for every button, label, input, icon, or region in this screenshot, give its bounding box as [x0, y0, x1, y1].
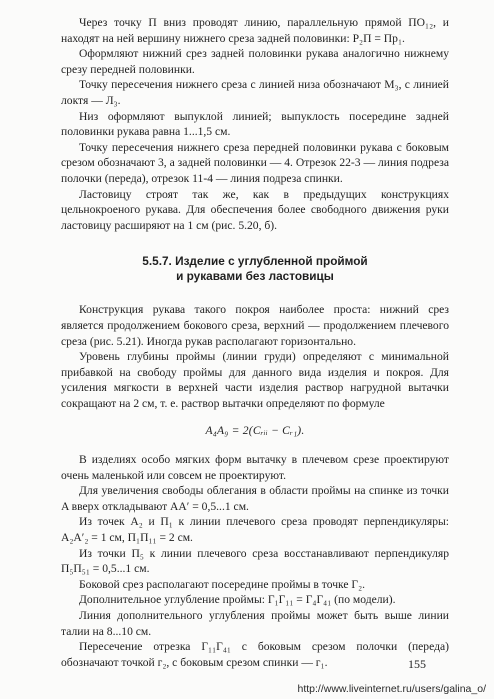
- paragraph: Оформляют нижний срез задней половинки рукава аналогично нижнему срезу передней половинки.: [61, 47, 449, 76]
- paragraph: Дополнительное углубление проймы: Г₁Г₁₁ = Г₄Г₄₁ (по модели).: [79, 593, 396, 607]
- paragraph: Боковой срез располагают посередине проймы в точке Г₂.: [79, 577, 366, 591]
- formula: A₄A₉ = 2(Cᵣᵢᵢ − Cᵣ₁).: [205, 424, 305, 438]
- section-heading-line-1: 5.5.7. Изделие с углубленной проймой: [142, 254, 368, 269]
- paragraph: Через точку П вниз проводят линию, параллельную прямой ПО₁₂, и находят на ней вершину нижнего среза задней половинки: P₂П = Пр₁.: [61, 16, 449, 45]
- paragraph: Точку пересечения нижнего среза передней половинки рукава с боковым срезом обозначают 3, а задней половинки — 4. Отрезок 22-3 — линия подреза полочки (переда), отрезок 11-4 — линия подреза спинки.: [61, 140, 449, 185]
- paragraph: Линия дополнительного углубления проймы может быть выше линии талии на 8...10 см.: [61, 609, 449, 638]
- section-heading-line-2: и рукавами без ластовицы: [176, 269, 334, 284]
- paragraph: В изделиях особо мягких форм вытачку в плечевом срезе проектируют очень маленькой или совсем не проектируют.: [61, 453, 449, 482]
- paragraph: Из точки П₅ к линии плечевого среза восстанавливают перпендикуляр П₅П₅₁ = 0,5...1 см.: [61, 546, 449, 576]
- page-number: 155: [408, 657, 426, 671]
- paragraph: Точку пересечения нижнего среза с линией низа обозначают M₃, с линией локтя — Л₃.: [61, 78, 449, 107]
- paragraph: Конструкция рукава такого покроя наиболее проста: нижний срез является продолжением бокового среза, верхний — продолжением плечевого среза (рис. 5.21). Иногда рукав располагают горизонтально.: [61, 303, 449, 348]
- section-heading: [61, 254, 449, 284]
- footer-url[interactable]: http://www.liveinternet.ru/users/galina_o/: [297, 683, 486, 695]
- paragraph: Из точек A₂ и П₁ к линии плечевого среза проводят перпендикуляры: A₂A′₂ = 1 см, П₁П₁₁ = 2 см.: [61, 515, 449, 545]
- paragraph: Ластовицу строят так же, как в предыдущих конструкциях цельнокроеного рукава. Для обеспечения более свободного движения руки ластовицу расширяют на 1 см (рис. 5.20, б).: [61, 187, 449, 232]
- paragraph: Пересечение отрезка Г₁₁Г₄₁ с боковым срезом полочки (переда) обозначают точкой г₂, с боковым срезом спинки — г₁.: [61, 640, 449, 669]
- paragraph: Уровень глубины проймы (линии груди) определяют с минимальной прибавкой на свободу проймы для данного вида изделия и покроя. Для усиления мягкости в верхней части изделия раствор нагрудной вытачки сокращают на 2 см, т. е. раствор вытачки определяют по формуле: [61, 350, 449, 410]
- page-text: [61, 15, 449, 670]
- paragraph: Низ оформляют выпуклой линией; выпуклость посередине задней половинки рукава равна 1...1,5 см.: [61, 109, 449, 139]
- paragraph: Для увеличения свободы облегания в области проймы на спинке из точки A вверх откладывают AA′ = 0,5...1 см.: [61, 484, 449, 513]
